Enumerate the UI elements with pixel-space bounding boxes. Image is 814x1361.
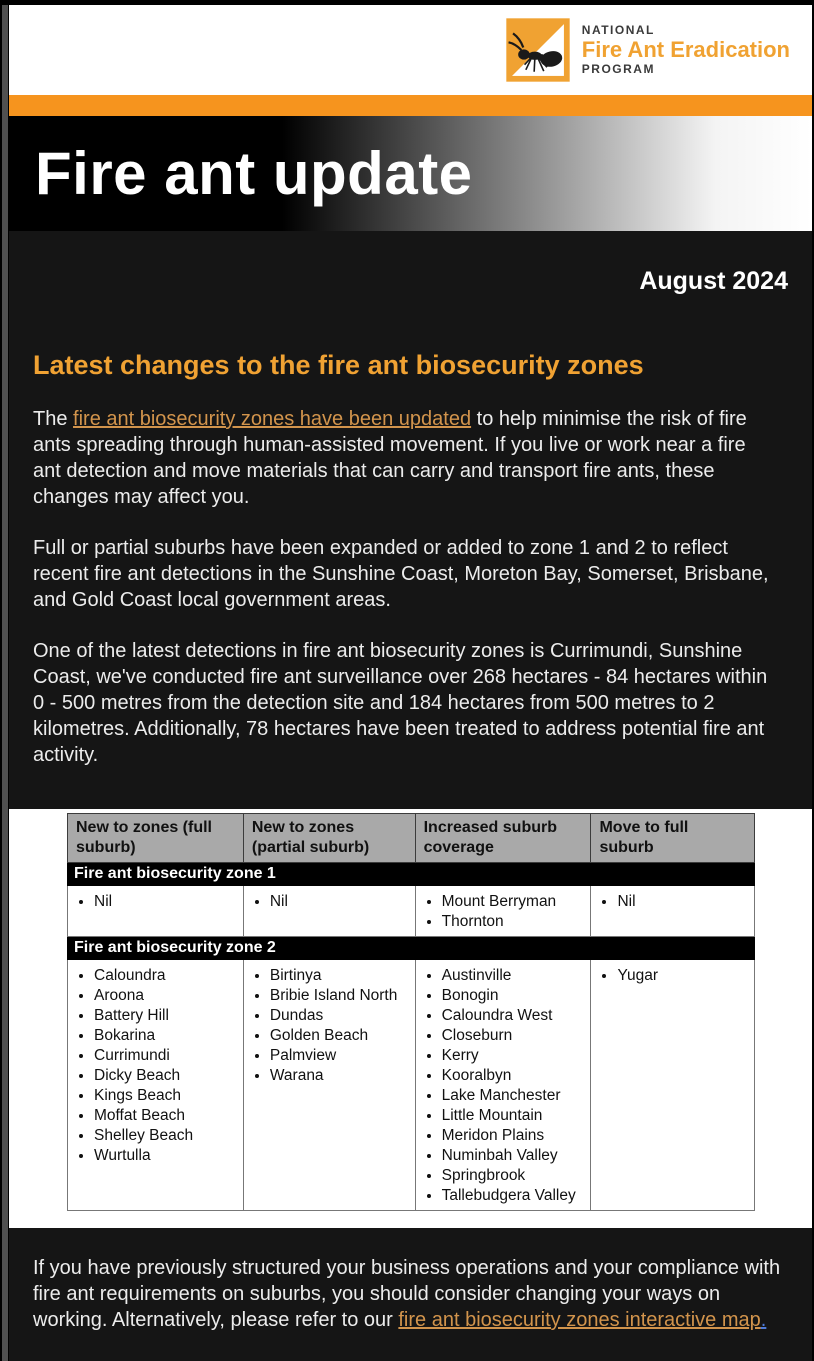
email-content [9,5,812,1361]
logo-line-title: Fire Ant Eradication [581,37,790,63]
logo-line-program: PROGRAM [581,61,655,76]
zone-2-new-full-list [72,966,239,1166]
zone-2-move-full-cell [591,960,755,1211]
section-heading: Latest changes to the fire ant biosecurity zones [33,350,644,380]
zone-1-new-full-list [72,892,239,912]
list-item: • Little Mountain [442,1106,587,1126]
list-item: • Nil [270,892,411,912]
zone-1-label: Fire ant biosecurity zone 1 [68,863,755,886]
zone-2-label: Fire ant biosecurity zone 2 [68,937,755,960]
biosecurity-zones-table [67,813,755,1211]
fire-ant-logo-icon [506,18,570,82]
zone-2-increased-cell [415,960,591,1211]
list-item: • Birtinya [270,966,411,986]
paragraph-1-pre: The [33,408,74,430]
list-item: • Numinbah Valley [442,1146,587,1166]
zone-1-new-partial-list [248,892,411,912]
zones-table-section [9,809,812,1228]
list-item: • Dundas [270,1006,411,1026]
col-header-new-partial: New to zones (partial suburb) [243,814,415,863]
list-item: • Shelley Beach [94,1126,239,1146]
paragraph-2: Full or partial suburbs have been expanded or added to zone 1 and 2 to reflect recent fire ant detections in the Sunshine Coast, Moreton Bay, Somerset, Brisbane, and Gold Coast local government areas. [33,537,769,611]
list-item: • Caloundra [94,966,239,986]
table-header-row [68,814,755,863]
list-item: • Golden Beach [270,1026,411,1046]
paragraph-1 [33,406,778,510]
list-item: • Caloundra West [442,1006,587,1026]
zone-2-move-full-list [595,966,750,986]
list-item: • Kings Beach [94,1086,239,1106]
window-edge-strip [2,5,8,1361]
logo-line-national: NATIONAL [581,22,655,37]
footer-paragraph [33,1255,783,1333]
article-body [9,231,812,809]
list-item: • Aroona [94,986,239,1006]
program-logo [506,18,790,82]
zone-2-label-row [68,937,755,960]
list-item: • Nil [94,892,239,912]
page-title: Fire ant update [35,140,473,207]
list-item: • Palmview [270,1046,411,1066]
list-item: • Kerry [442,1046,587,1066]
issue-date: August 2024 [639,267,788,295]
list-item: • Thornton [442,912,587,932]
interactive-map-link[interactable]: fire ant biosecurity zones interactive map [398,1309,761,1331]
list-item: • Currimundi [94,1046,239,1066]
biosecurity-zones-updated-link[interactable]: fire ant biosecurity zones have been updated [73,408,472,430]
col-header-move-full: Move to full suburb [591,814,755,863]
title-banner [9,116,812,231]
zone-1-move-full-list [595,892,750,912]
list-item: • Bribie Island North [270,986,411,1006]
paragraph-3: One of the latest detections in fire ant biosecurity zones is Currimundi, Sunshine Coast, we've conducted fire ant surveillance over 268 hectares - 84 hectares within 0 - 500 metres from the detection site and 184 hectares from 500 metres to 2 kilometres. Additionally, 78 hectares have been treated to address potential fire ant activity. [33,640,768,766]
list-item: • Closeburn [442,1026,587,1046]
list-item: • Tallebudgera Valley [442,1186,587,1206]
list-item: • Dicky Beach [94,1066,239,1086]
zone-1-new-full-cell [68,886,244,937]
zone-1-increased-list [420,892,587,932]
footer-paragraph-pre: If you have previously structured your business operations and your compliance with fire ant requirements on suburbs, you should consider changing your ways on working. Alternatively, please refer to our [33,1257,781,1331]
col-header-increased-coverage: Increased suburb coverage [415,814,591,863]
zone-1-label-row [68,863,755,886]
zone-2-new-partial-list [248,966,411,1086]
list-item: • Wurtulla [94,1146,239,1166]
list-item: • Lake Manchester [442,1086,587,1106]
list-item: • Nil [617,892,750,912]
zone-1-increased-cell [415,886,591,937]
zone-2-new-partial-cell [243,960,415,1211]
list-item: • Meridon Plains [442,1126,587,1146]
list-item: • Kooralbyn [442,1066,587,1086]
zone-1-row [68,886,755,937]
zone-2-increased-list [420,966,587,1206]
list-item: • Battery Hill [94,1006,239,1026]
orange-divider-bar [9,95,812,116]
col-header-new-full: New to zones (full suburb) [68,814,244,863]
list-item: • Austinville [442,966,587,986]
list-item: • Moffat Beach [94,1106,239,1126]
list-item: • Bokarina [94,1026,239,1046]
zone-1-new-partial-cell [243,886,415,937]
list-item: • Springbrook [442,1166,587,1186]
list-item: • Bonogin [442,986,587,1006]
zone-2-row [68,960,755,1211]
list-item: • Yugar [617,966,750,986]
program-logo-text [582,24,790,77]
zone-1-move-full-cell [591,886,755,937]
list-item: • Warana [270,1066,411,1086]
zone-2-new-full-cell [68,960,244,1211]
header [9,5,812,95]
footer-section [9,1228,812,1361]
footer-period: . [760,1309,767,1331]
paragraph-1-post: to help minimise the risk of fire ants spreading through human-assisted movement. If you live or work near a fire ant detection and move materials that can carry and transport fire ants, these changes may affect you. [33,408,747,508]
list-item: • Mount Berryman [442,892,587,912]
